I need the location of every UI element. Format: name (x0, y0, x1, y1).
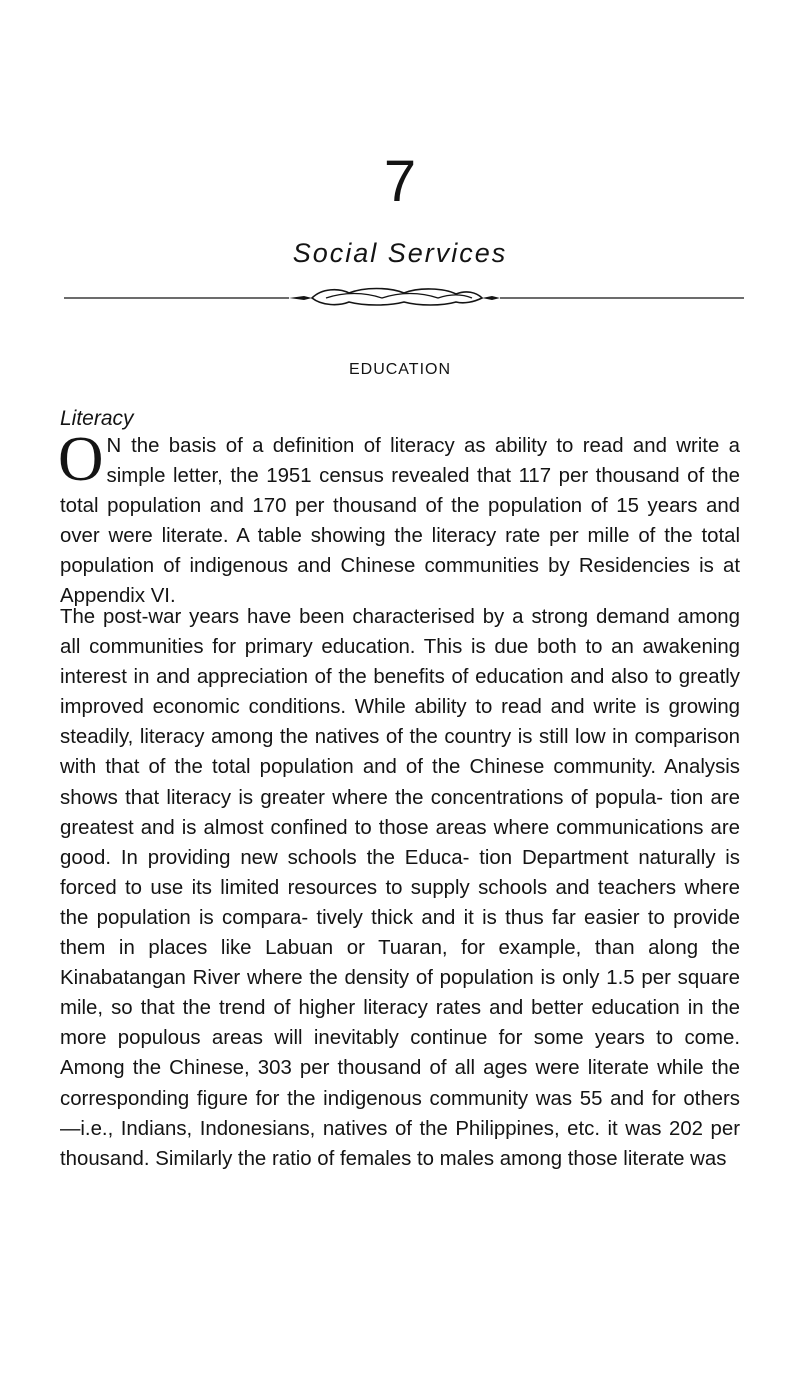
subsection-heading: Literacy (60, 407, 134, 430)
scroll-ornament-icon (64, 284, 744, 308)
paragraph-1-lead: N (106, 435, 122, 457)
paragraph-1 (58, 424, 740, 612)
section-heading: EDUCATION (348, 361, 452, 378)
paragraph-2: The post-war years have been characterised by a strong demand among all communities for primary education. This is due both to an awakening interest in and appreciation of the benefits of education and also to greatly improved economic conditions. While ability to read and write is growing steadily, literacy among the natives of the country is still low in comparison with that of the total population and of the Chinese community. Analysis shows that literacy is greater where the concentrations of popula- tion are greatest and is almost confined to those areas where communications are good. In providing new schools the Educa- tion Department naturally is forced to use its limited resources to supply schools and teachers where the population is compara- tively thick and it is thus far easier to provide them in places like Labuan or Tuaran, for example, than along the Kinabatangan River where the density of population is only 1.5 per square mile, so that the trend of higher literacy rates and better education in the more populous areas will inevitably continue for some years to come. Among the Chinese, 303 per thousand of all ages were literate while the corresponding figure for the indigenous community was 55 and for others—i.e., Indians, Indonesians, natives of the Philippines, etc. it was 202 per thousand. Similarly the ratio of females to males among those literate was (60, 606, 740, 1170)
drop-cap: O (58, 424, 104, 494)
chapter-number: 7 (383, 149, 417, 214)
paragraph-1-text: the basis of a definition of literacy as ability to read and write a simple letter, the 1951 census revealed that 117 per thousand of the total population and 170 per thousand of the population of 15 years and over were literate. A table showing the literacy rate per mille of the total population of indigenous and Chinese communities by Residencies is at Appendix VI. (60, 435, 740, 608)
chapter-title: Social Services (292, 238, 508, 268)
